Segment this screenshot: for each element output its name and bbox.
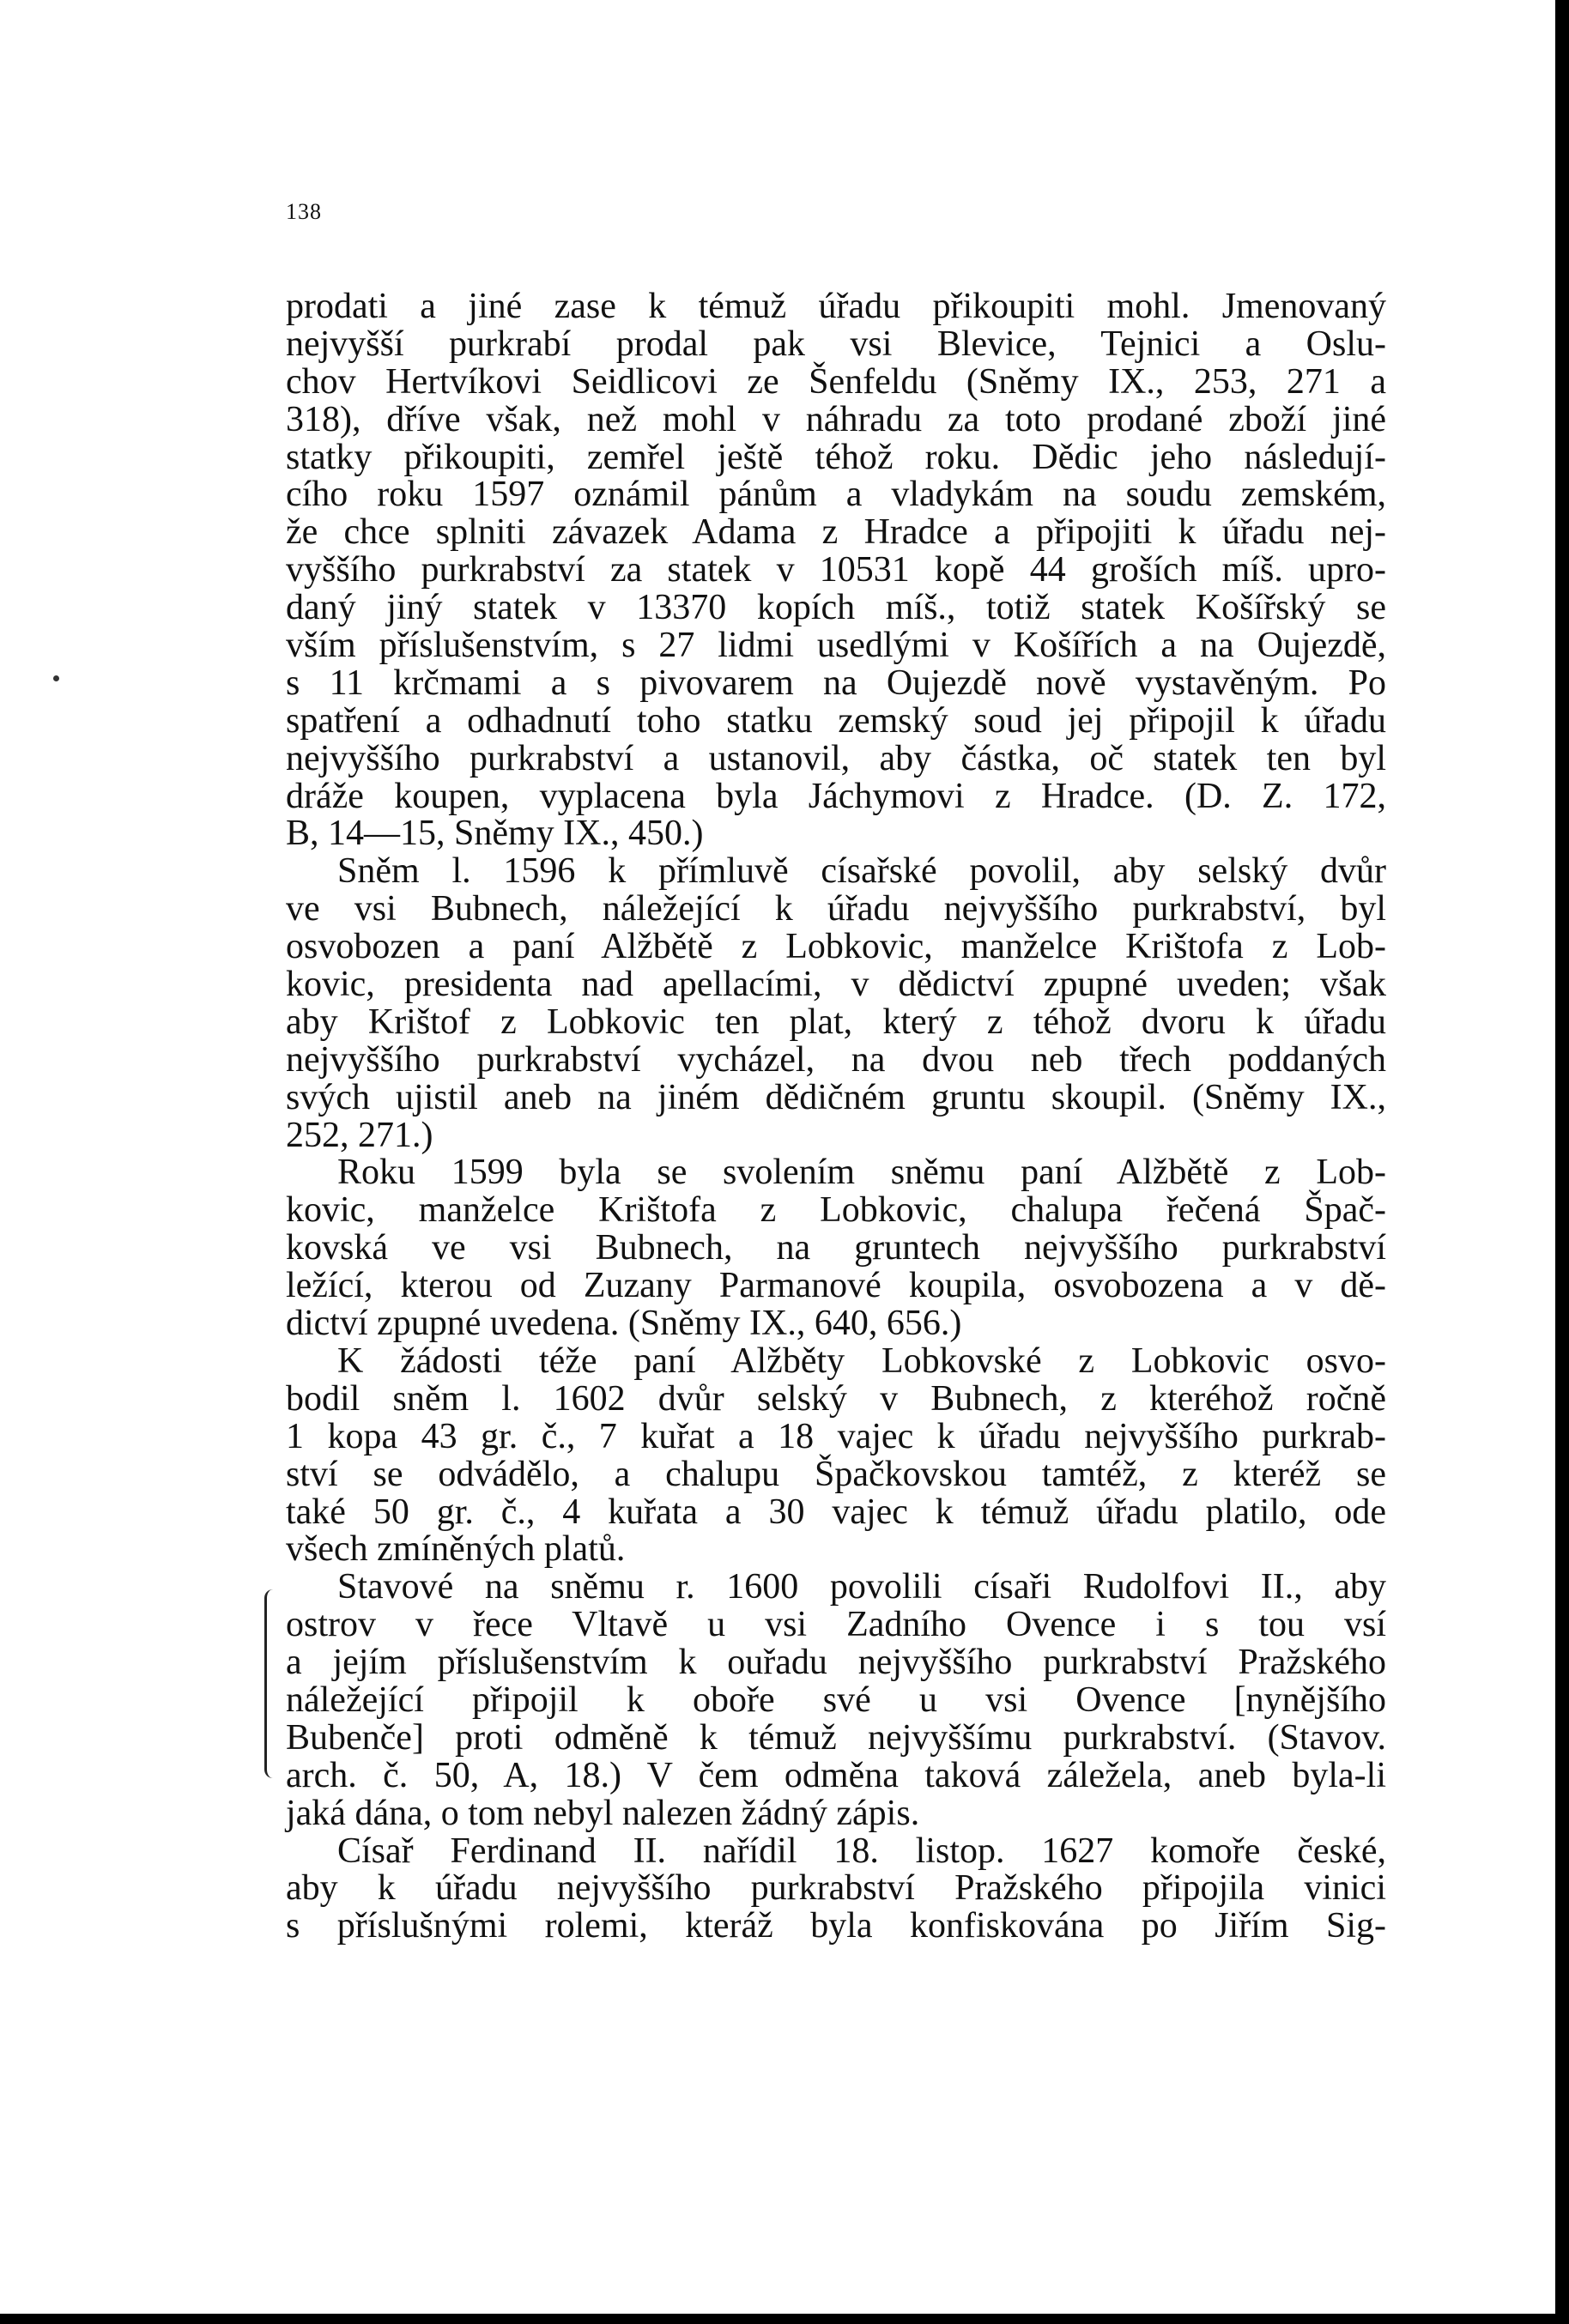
text-line: prodati a jiné zase k témuž úřadu přikoupiti mohl. Jmenovaný bbox=[286, 287, 1386, 326]
page-number: 138 bbox=[286, 199, 322, 224]
paragraph-start-line: Stavové na sněmu r. 1600 povolili císaři Rudolfovi II., aby bbox=[337, 1567, 1386, 1607]
text-line: že chce splniti závazek Adama z Hradce a připojiti k úřadu nej- bbox=[286, 512, 1386, 553]
text-line: 252, 271.) bbox=[286, 1115, 433, 1155]
text-line: arch. č. 50, A, 18.) V čem odměna taková záležela, aneb byla-li bbox=[286, 1755, 1386, 1795]
text-line: aby Krištof z Lobkovic ten plat, který z téhož dvoru k úřadu bbox=[286, 1002, 1386, 1042]
text-line: chov Hertvíkovi Seidlicovi ze Šenfeldu (Sněmy IX., 253, 271 a bbox=[286, 361, 1386, 402]
text-line: ostrov v řece Vltavě u vsi Zadního Ovence i s tou vsí bbox=[286, 1605, 1386, 1645]
body-text bbox=[286, 288, 1386, 1946]
text-line: náležející připojil k oboře své u vsi Ovence [nynějšího bbox=[286, 1679, 1386, 1720]
text-line: dictví zpupné uvedena. (Sněmy IX., 640, 656.) bbox=[286, 1304, 962, 1344]
text-line: B, 14—15, Sněmy IX., 450.) bbox=[286, 814, 704, 854]
text-line: 318), dříve však, než mohl v náhradu za toto prodané zboží jiné bbox=[286, 399, 1386, 439]
text-line: spatření a odhadnutí toho statku zemský soud jej připojil k úřadu bbox=[286, 700, 1386, 741]
text-line: kovská ve vsi Bubnech, na gruntech nejvyššího purkrabství bbox=[286, 1228, 1386, 1268]
text-line: jaká dána, o tom nebyl nalezen žádný zápis. bbox=[286, 1793, 920, 1833]
text-line: a jejím příslušenstvím k ouřadu nejvyššího purkrabství Pražského bbox=[286, 1643, 1386, 1683]
text-line: Bubenče] proti odměně k témuž nejvyššímu purkrabství. (Stavov. bbox=[286, 1717, 1386, 1758]
text-line: cího roku 1597 oznámil pánům a vladykám na soudu zemském, bbox=[286, 475, 1386, 515]
text-line: kovic, presidenta nad apellacími, v dědictví zpupné uveden; však bbox=[286, 965, 1386, 1005]
margin-bracket-mark bbox=[264, 1589, 276, 1778]
text-line: vyššího purkrabství za statek v 10531 kopě 44 groších míš. upro- bbox=[286, 550, 1386, 590]
text-line: ství se odvádělo, a chalupu Špačkovskou tamtéž, z kteréž se bbox=[286, 1454, 1386, 1494]
text-line: nejvyššího purkrabství vycházel, na dvou neb třech poddaných bbox=[286, 1039, 1386, 1080]
text-line: 1 kopa 43 gr. č., 7 kuřat a 18 vajec k úřadu nejvyššího purkrab- bbox=[286, 1416, 1386, 1456]
text-line: svých ujistil aneb na jiném dědičném gruntu skoupil. (Sněmy IX., bbox=[286, 1077, 1386, 1117]
paragraph-start-line: Císař Ferdinand II. nařídil 18. listop. 1627 komoře české, bbox=[337, 1831, 1386, 1871]
text-line: aby k úřadu nejvyššího purkrabství Pražského připojila vinici bbox=[286, 1868, 1386, 1909]
text-line: bodil sněm l. 1602 dvůr selský v Bubnech, z kteréhož ročně bbox=[286, 1378, 1386, 1419]
margin-dot-mark bbox=[53, 675, 59, 681]
text-line: vším příslušenstvím, s 27 lidmi usedlými v Košířích a na Oujezdě, bbox=[286, 626, 1386, 666]
text-line: také 50 gr. č., 4 kuřata a 30 vajec k témuž úřadu platilo, ode bbox=[286, 1492, 1386, 1532]
text-line: daný jiný statek v 13370 kopích míš., totiž statek Košířský se bbox=[286, 588, 1386, 628]
paragraph-start-line: K žádosti téže paní Alžběty Lobkovské z Lobkovic osvo- bbox=[337, 1341, 1386, 1381]
text-line: ve vsi Bubnech, náležející k úřadu nejvyššího purkrabství, byl bbox=[286, 889, 1386, 929]
text-line: statky přikoupiti, zemřel ještě téhož roku. Dědic jeho následují- bbox=[286, 437, 1386, 477]
text-line: osvobozen a paní Alžbětě z Lobkovic, manželce Krištofa z Lob- bbox=[286, 927, 1386, 967]
text-line: nejvyššího purkrabství a ustanovil, aby částka, oč statek ten byl bbox=[286, 738, 1386, 778]
text-line: kovic, manželce Krištofa z Lobkovic, chalupa řečená Špač- bbox=[286, 1190, 1386, 1231]
paragraph-start-line: Roku 1599 byla se svolením sněmu paní Alžbětě z Lob- bbox=[337, 1153, 1386, 1193]
text-line: dráže koupen, vyplacena byla Jáchymovi z Hradce. (D. Z. 172, bbox=[286, 776, 1386, 816]
text-line: nejvyšší purkrabí prodal pak vsi Blevice, Tejnici a Oslu- bbox=[286, 324, 1386, 364]
page-edge-mark bbox=[1562, 901, 1569, 925]
text-line: všech zmíněných platů. bbox=[286, 1529, 626, 1570]
paragraph-start-line: Sněm l. 1596 k přímluvě císařské povolil, aby selský dvůr bbox=[337, 851, 1386, 892]
text-line: ležící, kterou od Zuzany Parmanové koupila, osvobozena a v dě- bbox=[286, 1266, 1386, 1306]
text-line: s 11 krčmami a s pivovarem na Oujezdě nově vystavěným. Po bbox=[286, 663, 1386, 703]
text-line: s příslušnými rolemi, kteráž byla konfiskována po Jiřím Sig- bbox=[286, 1906, 1386, 1946]
